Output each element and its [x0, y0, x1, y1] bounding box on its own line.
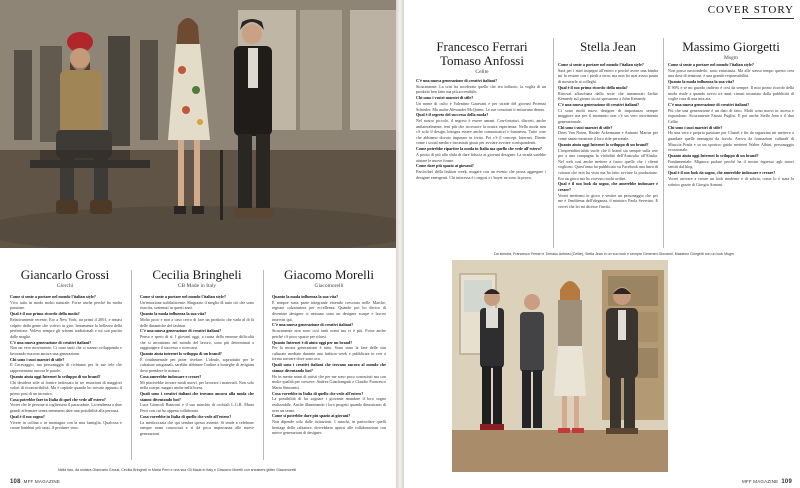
interview-answer: Nel nostro piccolo, il segreto è essere umani. Con-fortatori, discreti, anche unilateralmente, teni più che accessore la nostra esperienza. Nella moda non c'è solo il design, bisogna essere anche comunicativi e businesss. Tutte cose che abbiamo dovuto imparare in fretta. Poi c'è il concept. Internet. Dirette come i social media e incontrati giusti per avviare avviare corrispondenti.: [416, 118, 546, 146]
interview-answer: Fondamentale. Mignora parlare perché ha il nostro ingresso agli nuovi sentiti dal blog.: [668, 158, 794, 170]
designer-heading-grossi: [0, 268, 130, 290]
column-rule: [131, 270, 132, 460]
interview-question: C'è una nuova generazione di creativi italiani?: [558, 101, 640, 107]
interview-answer: Vorrei che le persone si togliessero il paracadute. La tendenza a dare grandi affermare senza nemmeno dare una possibilità alla persona.: [10, 402, 122, 413]
column-rule: [553, 38, 554, 248]
interview-answer: Non un vero movimento. Ci sono tanti che si stanno sviluppando e lavorando ma non ancora una generazione.: [10, 345, 122, 356]
interview-question: Quanto la moda influenza la sua vita?: [272, 294, 339, 299]
interview-question: Chi sono i suoi maestri di stile?: [10, 356, 65, 362]
interview-answer: Non posso nasconderlo, sono entusiasta. Ma alle stesso tempo questo crea una dose di tensione, è una grande responsabilità.: [668, 67, 794, 79]
interview-question: Quanto aiuta oggi Internet lo sviluppo di un brand?: [668, 153, 759, 158]
interview-question: C'è una nuova generazione di creativi italiani?: [416, 78, 498, 83]
interview-answer: Il 90% e se mi guardo indietro è così da sempre. Il mio primo ricordo della moda risale a quando avevo tre anni: rimasi incantato dalla pubblicità di voglie rosa di una mia zia.: [668, 84, 794, 102]
photo-caption-right: Da sinistra, Francesco Ferrari e Tomaso Anfossi (Cellte), Stella Jean in un suo look e sempre Gimeneri Giovanni, Massimo Giorgetti con un look Msgm: [494, 252, 734, 256]
column-rule: [663, 38, 664, 248]
interview-question: Come si sente a portare nel mondo l'italian style?: [668, 62, 754, 67]
magazine-name: MFF MAGAZINE: [23, 479, 61, 484]
interview-answer: Un nome di culto è Valentino Garavani e per strade del giovani Proenza Schouler. Ma anche Alexander McQueen. Le sue creazioni ti entravano dentro.: [416, 100, 546, 112]
designer-heading-morelli: [264, 268, 394, 290]
interview-question: Cosa potrebbe fare in Italia di quel che vede all'estero?: [10, 396, 106, 402]
designer-name: Francesco Ferrari Tomaso Anfossi: [436, 39, 528, 68]
interview-answer: Vivere in collina o in montagna con la mia famiglia. Qualcosa e creare bambini più cauti. A produrre vino.: [10, 419, 122, 431]
folio-left: [10, 479, 60, 485]
interview-answer: Ritrovai affascinata dallo sorte che innamorati Jackie Kennedy sul giorno in cui sposarono a John Kennedy.: [558, 90, 658, 102]
interview-question: Quanto la moda influenza la sua vita?: [140, 311, 207, 317]
interview-question: Come dare più spazio ai giovani?: [416, 163, 474, 169]
interview-question: Qual è il suo primo ricordo della moda?: [558, 84, 628, 90]
interview-question: Qual è il suo look da sogno, che amerebbe indossare e creare?: [668, 170, 776, 176]
interview-question: Chi sono i suoi maestri di stile?: [668, 124, 723, 130]
left-page: [0, 0, 396, 488]
interview-question: C'è una nuova generazione di creativi italiani?: [272, 322, 354, 328]
designer-brand: Gierchi: [56, 283, 74, 289]
interview-answer: La possibilità di far sognare i giovanie mandare il loro sogno realizzabile. Anche illuminando i loro progetti quando dimostrano di aver un senso.: [272, 396, 386, 413]
interview-question: Come si sente a portare nel mondo l'italian style?: [140, 294, 226, 299]
designer-heading-ferrari: [412, 40, 552, 76]
interview-question: Come si potrebbe dare più spazio ai giovani?: [272, 413, 351, 419]
designer-heading-bringheli: [132, 268, 262, 290]
interview-question: Cosa vorrebbe in Italia di quello che vede all'estero?: [272, 390, 364, 396]
interview-question: Quanto aiuta internet lo sviluppo di un brand?: [140, 351, 222, 357]
interview-answer: Penso e spero di sì. I giovani oggi, a causa della enorme difficoltà che si incontrano nel mondo del lavoro, sono più determinati a raggiungere il successo e ricercarsi.: [140, 334, 254, 351]
interview-answer: Chi desidera stile ai fornire indossato in tre emozioni di maggiori valori di riconoscibilità. Ma è capitale quando ho trovato appunto il primo post di un incontro.: [10, 379, 122, 396]
designer-brand: CB Made in Italy: [177, 283, 217, 289]
interview-question: Cosa amerebbe indossare e creare?: [140, 373, 202, 379]
interview-answer: A prioto di più alla sfida di dare fiducia ai giovani designer. La strada sarebbe aiutare le nuove forme.: [416, 152, 546, 163]
interview-question: C'è una nuova generazione di creativi italiani?: [140, 328, 222, 334]
section-label: COVER STORY: [707, 4, 794, 16]
interview-answer: Ho una vera e propria passione per Chanel e fin da ragazzino mi mettevo a guardare quelle immagini da favola. Arrivo da formazioni culturali di Miuccia Prada e su un sportivo guido metterei Walter Albini, personaggio eccezionale.: [668, 130, 794, 153]
interview-answer: Non dipende solo dalle istituzioni. I marchi, in particolare quelli heritage delle calzature, dovrebbero aprirsi alle collaborazioni con nuove generazioni di designer.: [272, 419, 386, 436]
interview-question: Come potrebbe ripartire la moda in Italia ma quello che vede all'estero?: [416, 146, 542, 152]
interview-answer: È fondamentale per poter rivelare. L'ideale, soprattutto per le calzature artigianali, sarebbe abbinare l'online a botteghe di artigiani dove prendere le misure.: [140, 356, 254, 374]
interview-answer: Il Caravaggio, ma personaggio di richiamo per le sue tele che rappresentano ancora le parole.: [10, 362, 122, 374]
magazine-name: MFF MAGAZINE: [741, 479, 779, 484]
interview-question: Qual è il suo primo ricordo della moda?: [10, 311, 80, 317]
designer-brand: Cellte: [475, 69, 489, 75]
interview-question: Come si sente a portare nel mondo l'italian style?: [558, 62, 644, 67]
interview-answer: Relativamente recente. Ero a New York, tra primi il 2001, e rimasi colpito dalla gente che volevo in giro, lentamente la bellezza della perfezione. Volevo sempre gli schemi tradizionali e mi son partito dalle maglie.: [10, 316, 122, 339]
group-photo-top: [0, 0, 396, 248]
group-photo-right-illustration: [452, 260, 668, 472]
group-photo-illustration: [0, 0, 396, 248]
interview-answer: La meritocrazia che qui sembra spesso assente. Si tende a celebrare sempre nomi conosciuti e si dà poca importanza alle nuove generazioni.: [140, 419, 254, 436]
folio-right: [742, 479, 792, 485]
interview-question: Qual è il suo look da sogno, che amerebbe indossare e creare?: [558, 181, 658, 192]
interview-answer: Particolari della fashion week, mugare con un evento che possa aggregare i designer emergenti. Chi interessa è i negozi e i buyer ne sono la prova.: [416, 169, 546, 180]
interview-question: C'è una nuova generazione di creativi italiani?: [668, 101, 750, 107]
interview-question: Qual è il suo sogno?: [10, 413, 45, 419]
designer-heading-stella: [554, 40, 662, 54]
interview-question: Quanto la moda influenza la sua vita?: [668, 79, 735, 85]
interview-question: Quali sono i creativi italiani che trovano ancora al mondo che stanno diventando hot?: [272, 362, 386, 373]
interview-massimo: [668, 62, 794, 246]
interview-answer: Ho in mente nomi di artisti che per me sono poco conosciuti ma con molte qualità per crescere: Andrea Gianfrangatti e Claudio Francesco Maria Simonetti.: [272, 373, 386, 390]
interview-ferrari: [416, 78, 546, 246]
interview-grossi: [10, 294, 122, 460]
photo-caption-left: Nella foto, da sinistra Giancarlo Grossi, Cecilia Bringheli in Maria Perri e una sua Gli Made in Italy e Giacomo Morelli con sneakers glitter Giacomorelli: [58, 468, 297, 472]
interview-question: Quanto aiuta oggi Internet lo sviluppo di un brand?: [558, 141, 649, 147]
interview-question: Qual è il segreto del successo della moda?: [416, 112, 489, 118]
interview-question: Quali sono i creativi italiani che trovano ancora alla moda che stanno diventando hot?: [140, 390, 254, 402]
interview-answer: Per la nostra generazione è tutto. Sono stato la fase delle star culturate mediate durante una fashion week e pubblicate in rete a forma arrivare dove sono ora.: [272, 345, 386, 362]
interview-question: Chi sono i suoi maestri di stile?: [558, 124, 613, 130]
section-rule: [742, 18, 794, 19]
designer-name: Giacomo Morelli: [284, 267, 374, 282]
interview-morelli: [272, 294, 386, 460]
interview-answer: Sicuramente. La crisi ha accelerato quello che era inffuoto, la voglia di un prodotto ben fatto ma più accessibile.: [416, 83, 546, 95]
gutter: [396, 0, 404, 488]
interview-answer: L'imprenditorialità vuole che il brand sia sempre sulla rete per a una campagna la visibilità dell'Australia all'Alaska. Nel web così anche mettere a fuoco quello che i clienti vogliono. Quest'anno ho pubblicato su Facebook una linea di cotonai che non ha vista ma ha fatto avviare la produzione. Era un gioco ma ho ricevuto molti ordini.: [558, 147, 658, 181]
interview-question: Cosa vorrebbe in Italia di quello che vede all'estero?: [140, 413, 232, 419]
interview-answer: Luca Giancoli Bianconi e il suo marchio di occhiali L.G.R. Marta Ferri con cui ho appena collaborato.: [140, 402, 254, 413]
interview-answer: Vivo tutto in modo molto naturale. Forse anche perché ho molta passione.: [10, 299, 122, 311]
interview-stella: [558, 62, 658, 246]
interview-answer: Mi piacerebbe trovare modi nuovi, per lavorare i materiali. Non solo nella scarpe, magari anche nella borsa.: [140, 379, 254, 391]
designer-name: Giancarlo Grossi: [20, 267, 110, 282]
group-photo-right: [452, 260, 668, 472]
designer-brand: Msgm: [723, 55, 739, 61]
interview-answer: Molto poco e non a caso cerco di fare un prodotto che vada al di là delle dinamiche del fashion.: [140, 316, 254, 328]
column-rule: [263, 270, 264, 460]
interview-answer: Dries Van Noten, Haider Ackermann e Antonio Marras per come sanno mostrare il loro stile personale.: [558, 130, 658, 142]
page-number: 109: [781, 479, 792, 485]
interview-answer: Vorrei arrivare a creare un look moderno e di sobria, come lo è stata la sobrios grazie di Giorgio Armani.: [668, 175, 794, 187]
interview-question: Come si sente a portare nel mondo l'italian style?: [10, 294, 96, 299]
interview-answer: Vorrei mettermi in gioco e vestire un personaggio che per me è l'emblema dell'eleganza, il ministro Paola Severino. E vorrei che lei mi dicesse l'invito.: [558, 192, 658, 209]
interview-answer: Un'emozione soddisfacente. Ringrazio il meglio di tutto ciò che sono riuscita, sostenuti in questi anni.: [140, 299, 254, 311]
interview-question: C'è una nuova generazione di creativi italiani?: [10, 339, 92, 345]
designer-heading-massimo: [664, 40, 798, 62]
designer-brand: Giacomorelli: [314, 283, 344, 289]
interview-answer: Sarà per i miei impegni all'estero e perché avere una bimba mi fa restare con i piedi a terra, ma non ho mai avuto paura di mostrarle ai colleghi.: [558, 67, 658, 84]
designer-name: Cecilia Bringheli: [152, 267, 242, 282]
interview-answer: Ci sono molti nuovi designer di importanza sempre maggiore ma per il momento non c'è un vero movimento generazionale.: [558, 107, 658, 124]
designer-name: Stella Jean: [580, 39, 636, 54]
interview-answer: È sempre stata parte integrante essendo cresciuto nelle Marche, regione calzaturiera per eccellenza. Quando poi ho deciso di diventare designer ci nessuno sono un designer scarpe e lavoro inserviti qui.: [272, 299, 386, 322]
designer-name: Massimo Giorgetti: [682, 39, 780, 54]
interview-answer: Più che una generazione è un dato di fatto. Molti sono nuovi in ascesa e rispondono. Sicuramente Fausto Puglisi. E poi anche Stella Jean e il duo Cellte.: [668, 107, 794, 124]
interview-question: Quanto Internet è di aiuto oggi per un brand?: [272, 339, 353, 345]
interview-question: Chi sono i vostri maestri di stile?: [416, 95, 474, 101]
interview-bringheli: [140, 294, 254, 460]
page-number: 108: [10, 479, 21, 485]
interview-answer: Sicuramente non sono così tanti nomi ma vi è più. Forse anche perché c'è poco spazio per rifarsi.: [272, 328, 386, 339]
interview-question: Quanto aiuta oggi Internet lo sviluppo di un brand?: [10, 373, 101, 379]
